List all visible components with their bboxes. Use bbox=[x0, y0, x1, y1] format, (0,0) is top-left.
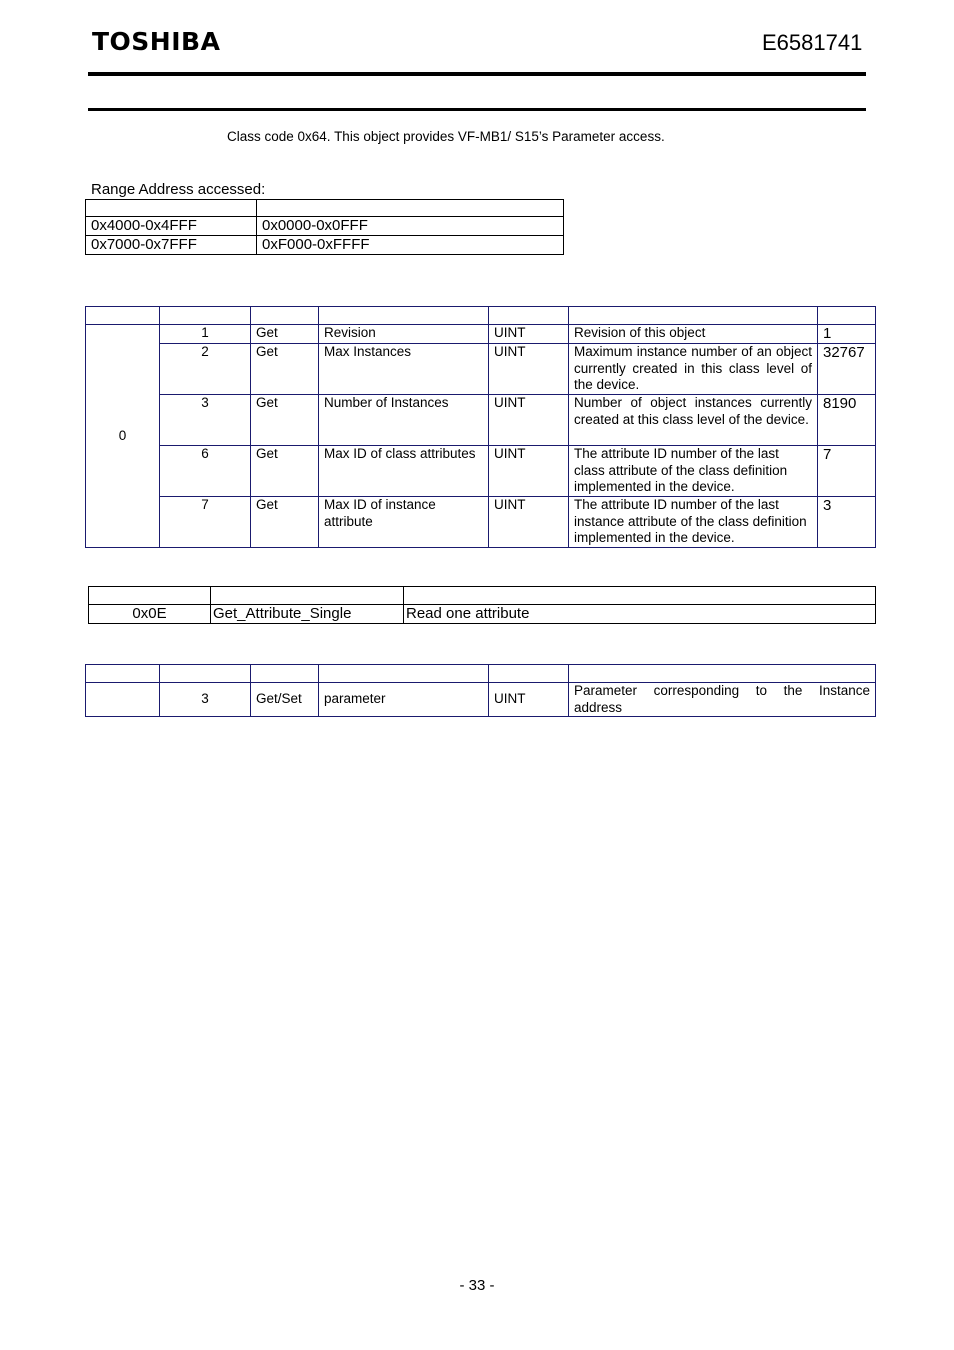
table-row bbox=[86, 236, 564, 255]
header-cell bbox=[251, 665, 319, 683]
attribute-id: 3 bbox=[160, 395, 251, 446]
attribute-value: 32767 bbox=[818, 344, 876, 395]
service-code: 0x0E bbox=[89, 605, 211, 624]
access-rule: Get bbox=[251, 395, 319, 446]
access-rule: Get bbox=[251, 497, 319, 548]
table-row bbox=[86, 683, 876, 717]
header-cell bbox=[319, 307, 489, 325]
range-table bbox=[85, 199, 564, 255]
access-rule: Get bbox=[251, 446, 319, 497]
access-rule: Get bbox=[251, 344, 319, 395]
instance-cell bbox=[86, 683, 160, 717]
header-cell bbox=[251, 307, 319, 325]
class-attribute-table bbox=[85, 306, 876, 548]
header-cell bbox=[569, 307, 818, 325]
services-table bbox=[88, 586, 876, 624]
attribute-description: Revision of this object bbox=[569, 325, 818, 344]
range-cell: 0x0000-0x0FFF bbox=[257, 217, 564, 236]
header-rule bbox=[88, 72, 866, 76]
access-rule: Get bbox=[251, 325, 319, 344]
attribute-value: 7 bbox=[818, 446, 876, 497]
attribute-description: Number of object instances currently created at this class level of the device. bbox=[569, 395, 818, 446]
instance-cell: 0 bbox=[86, 325, 160, 548]
table-row bbox=[89, 605, 876, 624]
attribute-id: 7 bbox=[160, 497, 251, 548]
header-cell bbox=[86, 200, 257, 217]
attribute-id: 6 bbox=[160, 446, 251, 497]
document-number: E6581741 bbox=[762, 30, 863, 55]
table-row bbox=[86, 395, 876, 446]
header-cell bbox=[160, 665, 251, 683]
table-row bbox=[86, 325, 876, 344]
attribute-description: The attribute ID number of the last instance attribute of the class definition implemented in the device. bbox=[569, 497, 818, 548]
data-type: UINT bbox=[489, 344, 569, 395]
range-label: Range Address accessed: bbox=[91, 181, 266, 198]
toshiba-logo: TOSHIBA bbox=[92, 27, 221, 56]
table-row bbox=[86, 446, 876, 497]
data-type: UINT bbox=[489, 683, 569, 717]
section-rule bbox=[88, 108, 866, 111]
header-cell bbox=[86, 307, 160, 325]
attribute-name: Number of Instances bbox=[319, 395, 489, 446]
range-cell: 0xF000-0xFFFF bbox=[257, 236, 564, 255]
attribute-id: 2 bbox=[160, 344, 251, 395]
attribute-name: Max Instances bbox=[319, 344, 489, 395]
header-cell bbox=[489, 665, 569, 683]
attribute-id: 1 bbox=[160, 325, 251, 344]
service-description: Read one attribute bbox=[404, 605, 876, 624]
attribute-value: 8190 bbox=[818, 395, 876, 446]
header-cell bbox=[818, 307, 876, 325]
table-header-row bbox=[89, 587, 876, 605]
range-cell: 0x7000-0x7FFF bbox=[86, 236, 257, 255]
header-cell bbox=[489, 307, 569, 325]
attribute-name: Max ID of class attributes bbox=[319, 446, 489, 497]
header-cell bbox=[404, 587, 876, 605]
data-type: UINT bbox=[489, 497, 569, 548]
page-number: - 33 - bbox=[459, 1277, 495, 1294]
header-cell bbox=[257, 200, 564, 217]
header-cell bbox=[569, 665, 876, 683]
attribute-description: The attribute ID number of the last class attribute of the class definition implemented in the device. bbox=[569, 446, 818, 497]
instance-attribute-table bbox=[85, 664, 876, 717]
attribute-name: Revision bbox=[319, 325, 489, 344]
table-row bbox=[86, 344, 876, 395]
header-cell bbox=[86, 665, 160, 683]
attribute-id: 3 bbox=[160, 683, 251, 717]
header-cell bbox=[160, 307, 251, 325]
table-row bbox=[86, 217, 564, 236]
table-row bbox=[86, 497, 876, 548]
data-type: UINT bbox=[489, 325, 569, 344]
data-type: UINT bbox=[489, 395, 569, 446]
table-header-row bbox=[86, 307, 876, 325]
header-cell bbox=[89, 587, 211, 605]
attribute-value: 3 bbox=[818, 497, 876, 548]
header-cell bbox=[211, 587, 404, 605]
range-cell: 0x4000-0x4FFF bbox=[86, 217, 257, 236]
service-name: Get_Attribute_Single bbox=[211, 605, 404, 624]
table-header-row bbox=[86, 665, 876, 683]
intro-text: Class code 0x64. This object provides VF-MB1/ S15’s Parameter access. bbox=[227, 129, 665, 144]
table-header-row bbox=[86, 200, 564, 217]
attribute-name: parameter bbox=[319, 683, 489, 717]
access-rule: Get/Set bbox=[251, 683, 319, 717]
attribute-description: Maximum instance number of an object currently created in this class level of the device. bbox=[569, 344, 818, 395]
data-type: UINT bbox=[489, 446, 569, 497]
attribute-description: Parameter corresponding to the Instance address bbox=[569, 683, 876, 717]
attribute-value: 1 bbox=[818, 325, 876, 344]
header-cell bbox=[319, 665, 489, 683]
attribute-name: Max ID of instance attribute bbox=[319, 497, 489, 548]
